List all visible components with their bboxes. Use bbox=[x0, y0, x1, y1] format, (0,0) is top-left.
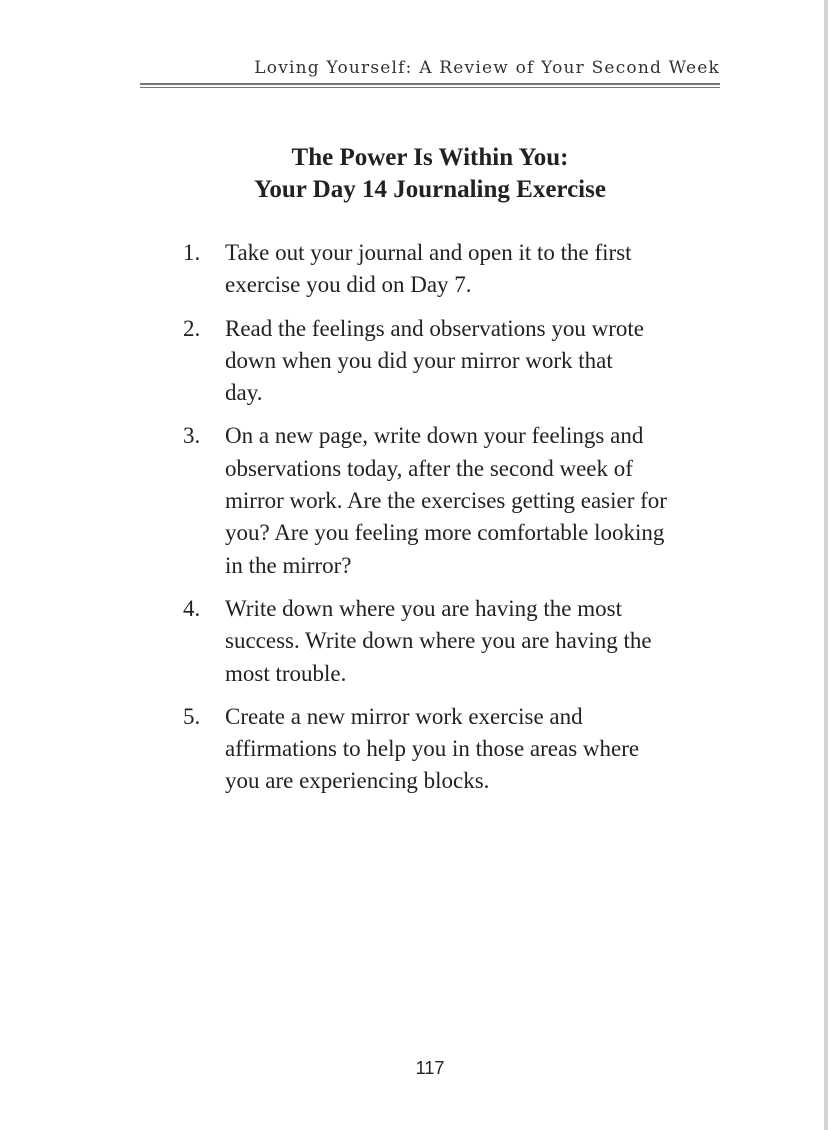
header-rule bbox=[140, 83, 720, 85]
page-edge bbox=[824, 0, 828, 1130]
list-item bbox=[183, 237, 665, 302]
title-line-1: The Power Is Within You: bbox=[291, 144, 569, 171]
header-rule-thin bbox=[140, 87, 720, 88]
item-text: Write down where you are having the most success. Write down where you are having the most trouble. bbox=[225, 595, 652, 686]
item-text: Create a new mirror work exercise and affirmations to help you in those areas where you are experiencing blocks. bbox=[225, 703, 640, 794]
list-item bbox=[183, 593, 673, 690]
page-number: 117 bbox=[415, 1058, 445, 1078]
section-title bbox=[140, 142, 720, 206]
item-number: 5. bbox=[183, 703, 201, 729]
list-item bbox=[183, 701, 665, 798]
exercise-list bbox=[183, 237, 683, 809]
list-item bbox=[183, 313, 655, 410]
item-number: 1. bbox=[183, 240, 201, 265]
item-text: On a new page, write down your feelings and observations today, after the second week of mirror work. Are the exercises getting easier for you? Are you feeling more comfortable looking in the mirror? bbox=[225, 423, 667, 578]
list-item bbox=[183, 420, 675, 581]
item-text: Read the feelings and observations you wrote down when you did your mirror work that day. bbox=[225, 315, 644, 406]
item-number: 2. bbox=[183, 315, 201, 341]
item-number: 3. bbox=[183, 423, 201, 449]
running-head: Loving Yourself: A Review of Your Second Week bbox=[254, 58, 720, 78]
item-text: Take out your journal and open it to the first exercise you did on Day 7. bbox=[225, 240, 632, 298]
item-number: 4. bbox=[183, 595, 201, 621]
title-line-2: Your Day 14 Journaling Exercise bbox=[254, 176, 606, 203]
